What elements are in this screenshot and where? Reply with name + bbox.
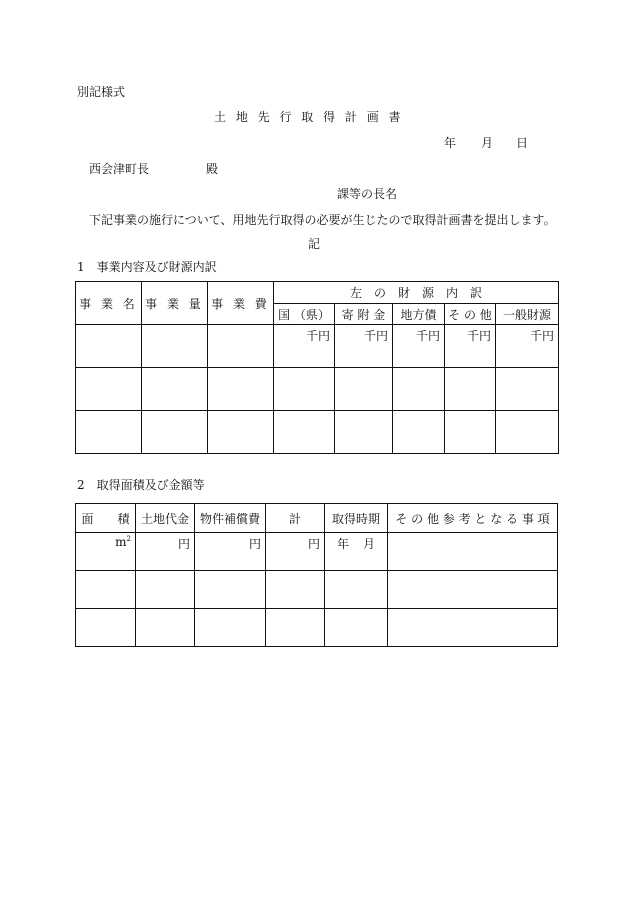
cell[interactable]	[325, 571, 388, 609]
table-row	[76, 571, 558, 609]
unit-period	[325, 533, 388, 571]
cell[interactable]	[76, 411, 142, 454]
table-row	[76, 411, 559, 454]
cell[interactable]	[195, 609, 266, 647]
cell[interactable]	[136, 609, 195, 647]
unit-yen: 円	[266, 533, 325, 571]
unit-m2-base: m	[115, 535, 127, 549]
date-year: 年	[444, 136, 457, 150]
sender-name: 課等の長名	[337, 187, 398, 201]
cell[interactable]	[496, 411, 559, 454]
unit-label: 千円	[335, 325, 393, 368]
cell[interactable]	[208, 325, 274, 368]
table-row	[76, 368, 559, 411]
addressee-honorific: 殿	[206, 162, 219, 176]
unit-label: 千円	[496, 325, 559, 368]
header-jigyo-ryo: 事 業 量	[142, 282, 208, 325]
table-row	[76, 325, 559, 368]
cell[interactable]	[76, 368, 142, 411]
cell[interactable]	[445, 368, 496, 411]
cell[interactable]	[388, 609, 558, 647]
section1-heading: 1 事業内容及び財源内訳	[77, 260, 217, 274]
cell[interactable]	[266, 609, 325, 647]
cell[interactable]	[266, 571, 325, 609]
cell[interactable]	[142, 325, 208, 368]
unit-yen: 円	[195, 533, 266, 571]
header-ippan: 一般財源	[496, 304, 559, 325]
cell[interactable]	[76, 609, 136, 647]
header-tochi: 土地代金	[136, 504, 195, 533]
document-title: 土 地 先 行 取 得 計 画 書	[214, 110, 404, 124]
date-day: 日	[516, 136, 529, 150]
header-bukken: 物件補償費	[195, 504, 266, 533]
cell[interactable]	[208, 411, 274, 454]
date-month: 月	[481, 136, 494, 150]
header-chihosai: 地方債	[393, 304, 445, 325]
finance-table	[75, 281, 559, 454]
cell[interactable]	[195, 571, 266, 609]
unit-yen: 円	[136, 533, 195, 571]
addressee: 西会津町長	[89, 162, 150, 176]
header-kifukin: 寄 附 金	[335, 304, 393, 325]
cell[interactable]	[274, 368, 335, 411]
header-kei: 計	[266, 504, 325, 533]
unit-year: 年	[336, 537, 349, 551]
acquisition-table	[75, 503, 558, 647]
header-jigyo-hi: 事 業 費	[208, 282, 274, 325]
ki-label: 記	[308, 237, 321, 251]
unit-month: 月	[363, 537, 376, 551]
header-zaigen: 左 の 財 源 内 訳	[274, 282, 559, 304]
header-jiki: 取得時期	[325, 504, 388, 533]
header-menseki: 面 積	[76, 504, 136, 533]
cell[interactable]	[274, 411, 335, 454]
cell[interactable]	[496, 368, 559, 411]
unit-label: 千円	[445, 325, 496, 368]
cell[interactable]	[325, 609, 388, 647]
cell[interactable]	[335, 368, 393, 411]
body-text: 下記事業の施行について、用地先行取得の必要が生じたので取得計画書を提出します。	[89, 213, 556, 227]
unit-m2-sup: 2	[126, 535, 131, 543]
unit-label: 千円	[274, 325, 335, 368]
cell[interactable]	[388, 533, 558, 571]
table-row	[76, 533, 558, 571]
unit-m2	[76, 533, 136, 571]
cell[interactable]	[142, 368, 208, 411]
header-jigyo-mei: 事 業 名	[76, 282, 142, 325]
cell[interactable]	[335, 411, 393, 454]
unit-label: 千円	[393, 325, 445, 368]
cell[interactable]	[208, 368, 274, 411]
cell[interactable]	[393, 411, 445, 454]
cell[interactable]	[393, 368, 445, 411]
header-sankou: そ の 他 参 考 と な る 事 項	[388, 504, 558, 533]
cell[interactable]	[388, 571, 558, 609]
cell[interactable]	[136, 571, 195, 609]
header-sonota: そ の 他	[445, 304, 496, 325]
cell[interactable]	[76, 325, 142, 368]
cell[interactable]	[76, 571, 136, 609]
header-kuni: 国 （県）	[274, 304, 335, 325]
cell[interactable]	[142, 411, 208, 454]
table-row	[76, 609, 558, 647]
section2-heading: 2 取得面積及び金額等	[77, 478, 205, 492]
form-label: 別記様式	[77, 85, 126, 99]
cell[interactable]	[445, 411, 496, 454]
